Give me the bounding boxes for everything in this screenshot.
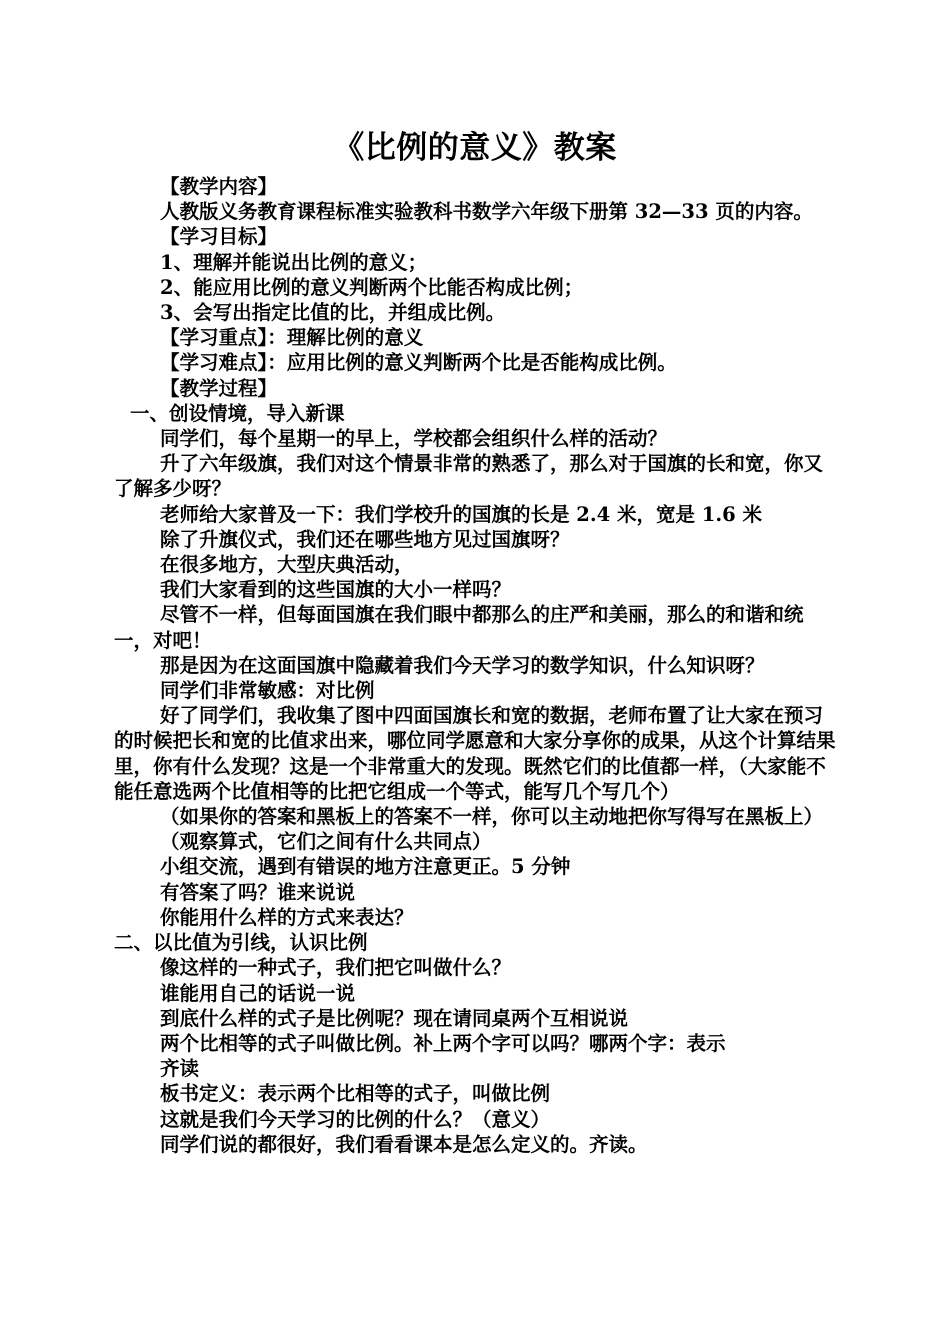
text-line: 我们大家看到的这些国旗的大小一样吗？ — [160, 578, 512, 602]
text-line: 你能用什么样的方式来表达？ — [160, 905, 414, 929]
text-line: 有答案了吗？谁来说说 — [160, 880, 356, 904]
text-line: 【学习难点】：应用比例的意义判断两个比是否能构成比例。 — [160, 351, 677, 375]
text-line: 除了升旗仪式，我们还在哪些地方见过国旗呀？ — [160, 527, 570, 551]
text-line: 【学习目标】 — [160, 225, 278, 249]
text-line: 同学们非常敏感：对比例 — [160, 679, 375, 703]
text-line: 这就是我们今天学习的比例的什么？（意义） — [160, 1107, 551, 1131]
text-line: 一、创设情境，导入新课 — [130, 401, 345, 425]
text-line: 【教学过程】 — [160, 376, 278, 400]
text-line: 升了六年级旗，我们对这个情景非常的熟悉了，那么对于国旗的长和宽，你又了解多少呀？ — [114, 452, 824, 501]
text-line: 1、理解并能说出比例的意义； — [160, 250, 428, 274]
text-line: 3、会写出指定比值的比，并组成比例。 — [160, 301, 506, 325]
text-line: 到底什么样的式子是比例呢？现在请同桌两个互相说说 — [160, 1006, 629, 1030]
text-line: 同学们，每个星期一的早上，学校都会组织什么样的活动？ — [160, 427, 668, 451]
text-line: （如果你的答案和黑板上的答案不一样，你可以主动地把你写得写在黑板上） — [160, 805, 824, 829]
document-body — [114, 174, 839, 1157]
text-line: 齐读 — [160, 1057, 200, 1081]
text-line: 二、以比值为引线，认识比例 — [114, 931, 368, 955]
text-line: 尽管不一样，但每面国旗在我们眼中都那么的庄严和美丽，那么的和谐和统一，对吧！ — [114, 603, 804, 652]
text-line: 谁能用自己的话说一说 — [160, 981, 356, 1005]
text-line: 好了同学们，我收集了图中四面国旗长和宽的数据，老师布置了让大家在预习的时候把长和宽的比值求出来，哪位同学愿意和大家分享你的成果，从这个计算结果里，你有什么发现？这是一个非常重大的发现。既然它们的比值都一样，（大家能不能任意选两个比值相等的比把它组成一个等式，能写几个写几个） — [114, 704, 836, 803]
text-line: 【学习重点】：理解比例的意义 — [160, 326, 424, 350]
text-line: 同学们说的都很好，我们看看课本是怎么定义的。齐读。 — [160, 1132, 648, 1156]
text-line: 两个比相等的式子叫做比例。补上两个字可以吗？哪两个字：表示 — [160, 1031, 726, 1055]
text-line: 老师给大家普及一下：我们学校升的国旗的长是 2.4 米，宽是 1.6 米 — [160, 502, 763, 526]
text-line: 小组交流，遇到有错误的地方注意更正。5 分钟 — [160, 855, 571, 879]
text-line: （观察算式，它们之间有什么共同点） — [160, 830, 492, 854]
text-line: 2、能应用比例的意义判断两个比能否构成比例； — [160, 275, 584, 299]
document-title: 《比例的意义》教案 — [333, 130, 617, 166]
text-line: 像这样的一种式子，我们把它叫做什么？ — [160, 956, 512, 980]
text-line: 【教学内容】 — [160, 175, 278, 198]
text-line: 那是因为在这面国旗中隐藏着我们今天学习的数学知识，什么知识呀？ — [160, 653, 765, 677]
text-line: 人教版义务教育课程标准实验教科书数学六年级下册第 32—33 页的内容。 — [160, 200, 813, 224]
text-line: 在很多地方，大型庆典活动， — [160, 553, 414, 577]
text-line: 板书定义：表示两个比相等的式子，叫做比例 — [160, 1082, 551, 1106]
